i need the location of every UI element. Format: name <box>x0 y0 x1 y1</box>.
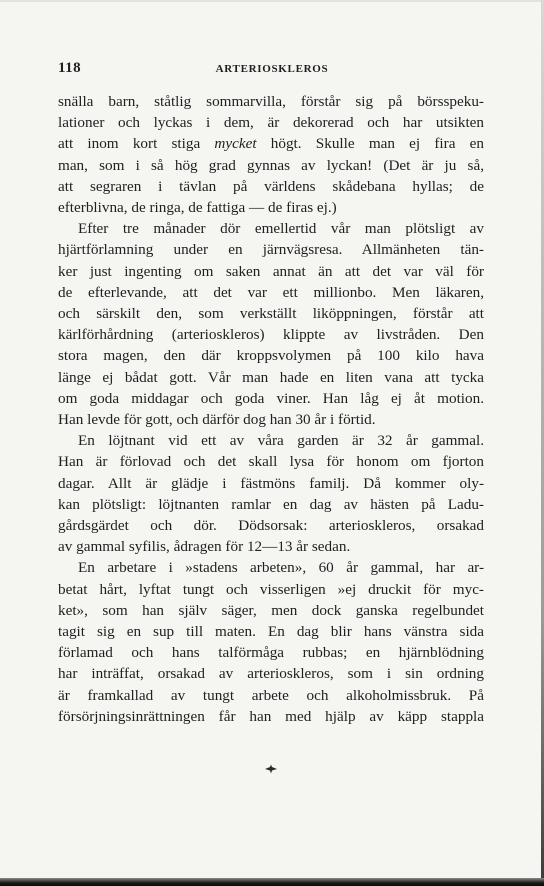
text-line: snälla barn, ståtlig sommarvilla, förstår sig på börsspeku- <box>58 93 484 110</box>
text-line: försörjningsinrättningen får han med hjälp av käpp stappla <box>58 707 484 725</box>
text-line <box>58 133 484 154</box>
text-line: och särskilt den, som verkställt liköppningen, förstår att <box>58 305 484 323</box>
text-line: att segraren i tävlan på världens skådebana hyllas; de <box>58 177 484 195</box>
page-edge-bottom <box>0 878 544 886</box>
text-line: lationer och lyckas i dem, är dekorerad och har utsikten <box>58 114 484 132</box>
text-line: kan plötsligt: löjtnanten ramlar en dag av hästen på Ladu- <box>58 495 484 513</box>
text-line: kärlförhårdning (arterioskleros) klippte av livstråden. Den <box>58 326 484 344</box>
text-line: ket», som han själv säger, men dock ganska regelbundet <box>58 601 484 619</box>
page-number: 118 <box>58 60 82 76</box>
text-line: om goda middagar och goda viner. Han låg ej åt motion. <box>58 389 484 407</box>
text-line: förlamad och hans talförmåga rubbas; en hjärnblödning <box>58 644 484 662</box>
ornament-icon <box>264 764 278 774</box>
text-line: Han är förlovad och det skall lysa för honom om fjorton <box>58 453 484 471</box>
text-line: En löjtnant vid ett av våra garden är 32 år gammal. <box>78 432 484 450</box>
text-line: Efter tre månader dör emellertid vår man plötsligt av <box>78 220 484 238</box>
emphasis: mycket <box>214 135 257 153</box>
text-line: tagit sig en sup till maten. En dag blir hans vänstra sida <box>58 623 484 641</box>
text-segment: högt. Skulle man ej fira en <box>256 135 484 153</box>
text-line: är framkallad av tungt arbete och alkoholmissbruk. På <box>58 686 484 704</box>
text-line: av gammal syfilis, ådragen för 12—13 år sedan. <box>58 538 351 556</box>
text-line: man, som i så hög grad gynnas av lyckan! (Det är ju så, <box>58 156 484 174</box>
text-line: ker just ingenting om saken annat än att det var väl för <box>58 262 484 280</box>
text-line: stora magen, den där kroppsvolymen på 100 kilo hava <box>58 347 484 365</box>
text-line: hjärtförlamning under en järnvägsresa. Allmänheten tän- <box>58 241 484 259</box>
text-segment: att inom kort stiga <box>58 135 215 153</box>
text-line: Han levde för gott, och därför dog han 30 år i förtid. <box>58 411 376 429</box>
text-line: dagar. Allt är glädje i fästmöns familj. Då kommer oly- <box>58 474 484 492</box>
body-text <box>58 91 484 727</box>
text-line: gårdsgärdet och dör. Dödsorsak: arterioskleros, orsakad <box>58 517 484 535</box>
page-edge-top <box>0 0 544 2</box>
running-head: ARTERIOSKLEROS <box>215 63 329 75</box>
text-line: En arbetare i »stadens arbeten», 60 år gammal, har ar- <box>78 559 484 577</box>
text-line: de efterlevande, att det var ett millionbo. Men läkaren, <box>58 283 484 301</box>
text-line: länge ej bådat gott. Vår man hade en liten vana att tycka <box>58 368 484 386</box>
text-line: betat hårt, lyftat tungt och visserligen »ej druckit för myc- <box>58 580 484 598</box>
text-line: har inträffat, orsakad av arterioskleros, som i sin ordning <box>58 665 484 683</box>
text-line: efterblivna, de ringa, de fattiga — de firas ej.) <box>58 199 337 217</box>
